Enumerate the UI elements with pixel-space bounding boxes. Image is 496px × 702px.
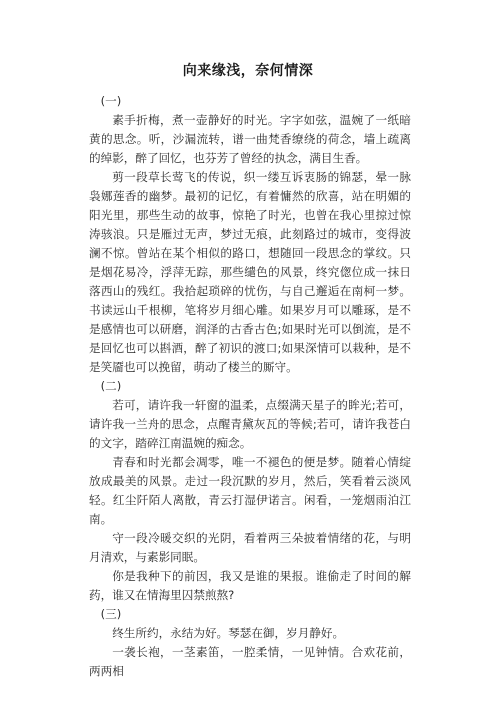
- paragraph: 守一段冷暖交织的光阴，看着两三朵披着情绪的花，与明月清欢，与素影同眠。: [89, 531, 411, 564]
- paragraph: 剪一段草长莺飞的传说，织一缕互诉衷肠的锦瑟，晕一脉袅娜莲香的幽梦。最初的记忆，有着慵然的欣喜，站在明媚的阳光里，那些生动的故事，惊艳了时光，也曾在我心里掠过惊涛骇浪。只是雁过无声，梦过无痕，此刻路过的城市，变得波澜不惊。曾站在某个相似的路口，想随回一段思念的掌纹。只是烟花易冷，浮萍无踪，那些缱色的风景，终究偬位成一抹日落西山的残红。我拾起琐碎的忧伤，与自己邂逅在南柯一梦。书读远山千根柳，笔将岁月细心雕。如果岁月可以雕琢，是不是感情也可以研磨，润泽的古香古色;如果时光可以倒流，是不是回忆也可以斟酒，醉了初识的渡口;如果深情可以栽种，是不是笑靥也可以挽留，萌动了楼兰的厮守。: [89, 170, 411, 374]
- document-title: 向来缘浅，奈何情深: [182, 63, 314, 79]
- section-heading: (三): [100, 607, 122, 621]
- paragraph: 青春和时光都会凋零，唯一不褪色的便是梦。随着心情绽放成最美的风景。走过一段沉默的岁月，然后，笑看着云淡风轻。红尘阡陌人离散，青云打湿伊诺言。闲看，一笼烟雨泊江南。: [89, 455, 411, 526]
- paragraph: 终生所约，永结为好。琴瑟在御，岁月静好。: [112, 626, 345, 640]
- paragraph: 素手折梅，煮一壶静好的时光。字字如弦，温婉了一纸暗黄的思念。听，沙漏流转，谱一曲梵香缭绕的荷念，墙上疏离的绰影，醉了回忆，也芬芳了曾经的执念，满目生香。: [89, 113, 411, 165]
- section-heading: (二): [100, 379, 122, 393]
- section-heading: (一): [100, 94, 122, 108]
- paragraph: 一袭长袍，一茎素笛，一腔柔情，一见钟情。合欢花前，两两相: [89, 645, 411, 678]
- document-body: [89, 92, 411, 681]
- paragraph: 若可，请许我一轩窗的温柔，点缀满天星子的眸光;若可，请许我一兰舟的思念，点醒青黛灰瓦的等候;若可，请许我苍白的文字，踏碎江南温婉的痴念。: [89, 398, 411, 450]
- paragraph: 你是我种下的前因，我又是谁的果报。谁偷走了时间的解药，谁又在情海里囚禁煎熬?: [89, 569, 411, 602]
